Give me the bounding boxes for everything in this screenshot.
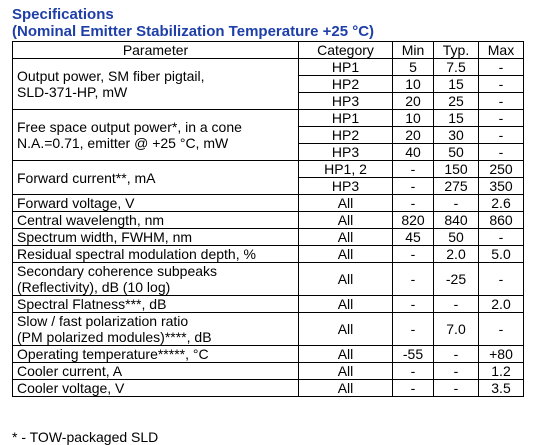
table-row <box>13 313 524 346</box>
typ-cell: 30 <box>434 127 479 144</box>
table-row <box>13 212 524 229</box>
typ-cell: 150 <box>434 161 479 178</box>
min-cell: - <box>393 161 434 178</box>
max-cell: - <box>479 127 524 144</box>
min-cell: - <box>393 380 434 397</box>
max-cell: 2.6 <box>479 195 524 212</box>
category-cell: All <box>299 263 393 296</box>
parameter-cell <box>13 229 299 246</box>
category-cell: All <box>299 346 393 363</box>
min-cell: - <box>393 195 434 212</box>
min-cell: 10 <box>393 76 434 93</box>
header-parameter: Parameter <box>13 42 299 59</box>
table-row <box>13 59 524 76</box>
table-row <box>13 110 524 127</box>
parameter-cell <box>13 195 299 212</box>
typ-cell: 2.0 <box>434 246 479 263</box>
category-cell: HP3 <box>299 178 393 195</box>
typ-cell: 275 <box>434 178 479 195</box>
parameter-cell <box>13 380 299 397</box>
parameter-line: Forward current**, mA <box>17 169 156 186</box>
category-cell: HP2 <box>299 127 393 144</box>
min-cell: - <box>393 296 434 313</box>
max-cell: - <box>479 144 524 161</box>
parameter-line: Cooler voltage, V <box>17 380 125 396</box>
category-cell: All <box>299 212 393 229</box>
header-min: Min <box>393 42 434 59</box>
typ-cell: 7.0 <box>434 313 479 346</box>
max-cell: 5.0 <box>479 246 524 263</box>
typ-cell: 840 <box>434 212 479 229</box>
typ-cell: -25 <box>434 263 479 296</box>
parameter-cell <box>13 59 299 110</box>
table-row <box>13 161 524 178</box>
parameter-cell <box>13 161 299 195</box>
category-cell: All <box>299 229 393 246</box>
parameter-line: Residual spectral modulation depth, % <box>17 246 256 262</box>
category-cell: HP3 <box>299 93 393 110</box>
table-row <box>13 229 524 246</box>
max-cell: 1.2 <box>479 363 524 380</box>
category-cell: All <box>299 246 393 263</box>
page-subtitle: (Nominal Emitter Stabilization Temperature +25 °C) <box>12 23 375 40</box>
parameter-line: (PM polarized modules)****, dB <box>17 329 212 345</box>
table-row <box>13 346 524 363</box>
parameter-line: Free space output power*, in a cone <box>17 119 242 135</box>
category-cell: All <box>299 363 393 380</box>
min-cell: 5 <box>393 59 434 76</box>
table-row <box>13 195 524 212</box>
typ-cell: 15 <box>434 110 479 127</box>
min-cell: - <box>393 178 434 195</box>
category-cell: All <box>299 195 393 212</box>
header-max: Max <box>479 42 524 59</box>
max-cell: 2.0 <box>479 296 524 313</box>
table-row <box>13 263 524 296</box>
specifications-table <box>12 41 524 397</box>
table-row <box>13 380 524 397</box>
min-cell: 45 <box>393 229 434 246</box>
parameter-line: Slow / fast polarization ratio <box>17 313 189 329</box>
typ-cell: 50 <box>434 229 479 246</box>
table-row <box>13 246 524 263</box>
header-typ: Typ. <box>434 42 479 59</box>
parameter-cell <box>13 363 299 380</box>
min-cell: 10 <box>393 110 434 127</box>
footnote: * - TOW-packaged SLD <box>12 429 159 445</box>
table-row <box>13 363 524 380</box>
category-cell: All <box>299 313 393 346</box>
min-cell: 40 <box>393 144 434 161</box>
min-cell: - <box>393 246 434 263</box>
header-category: Category <box>299 42 393 59</box>
max-cell: 3.5 <box>479 380 524 397</box>
parameter-line: Secondary coherence subpeaks <box>17 263 218 279</box>
max-cell: - <box>479 76 524 93</box>
parameter-line: SLD-371-HP, mW <box>17 84 128 100</box>
typ-cell: 25 <box>434 93 479 110</box>
category-cell: All <box>299 380 393 397</box>
typ-cell: - <box>434 346 479 363</box>
min-cell: 20 <box>393 93 434 110</box>
category-cell: HP2 <box>299 76 393 93</box>
max-cell: - <box>479 59 524 76</box>
max-cell: 250 <box>479 161 524 178</box>
max-cell: 350 <box>479 178 524 195</box>
typ-cell: - <box>434 380 479 397</box>
category-cell: HP1 <box>299 110 393 127</box>
parameter-cell <box>13 110 299 161</box>
table-body <box>13 59 524 397</box>
parameter-line: Operating temperature*****, °C <box>17 346 209 362</box>
typ-cell: - <box>434 195 479 212</box>
category-cell: All <box>299 296 393 313</box>
parameter-cell <box>13 246 299 263</box>
category-cell: HP1 <box>299 59 393 76</box>
parameter-cell <box>13 296 299 313</box>
max-cell: - <box>479 110 524 127</box>
max-cell: - <box>479 313 524 346</box>
max-cell: - <box>479 93 524 110</box>
category-cell: HP1, 2 <box>299 161 393 178</box>
typ-cell: 50 <box>434 144 479 161</box>
min-cell: 20 <box>393 127 434 144</box>
parameter-line: Output power, SM fiber pigtail, <box>17 68 205 84</box>
parameter-line: Central wavelength, nm <box>17 212 165 228</box>
parameter-line: Spectral Flatness***, dB <box>17 296 167 312</box>
parameter-line: (Reflectivity), dB (10 log) <box>17 279 171 295</box>
parameter-cell <box>13 313 299 346</box>
typ-cell: - <box>434 296 479 313</box>
page-title: Specifications <box>12 6 114 23</box>
parameter-line: Forward voltage, V <box>17 195 135 211</box>
parameter-line: N.A.=0.71, emitter @ +25 °C, mW <box>17 135 229 151</box>
min-cell: -55 <box>393 346 434 363</box>
table-row <box>13 296 524 313</box>
typ-cell: - <box>434 363 479 380</box>
parameter-cell <box>13 263 299 296</box>
typ-cell: 7.5 <box>434 59 479 76</box>
min-cell: - <box>393 313 434 346</box>
max-cell: - <box>479 263 524 296</box>
category-cell: HP3 <box>299 144 393 161</box>
parameter-line: Spectrum width, FWHM, nm <box>17 229 193 245</box>
typ-cell: 15 <box>434 76 479 93</box>
min-cell: - <box>393 363 434 380</box>
max-cell: +80 <box>479 346 524 363</box>
min-cell: - <box>393 263 434 296</box>
max-cell: - <box>479 229 524 246</box>
parameter-line: Cooler current, A <box>17 363 123 379</box>
max-cell: 860 <box>479 212 524 229</box>
table-header-row <box>13 42 524 59</box>
min-cell: 820 <box>393 212 434 229</box>
parameter-cell <box>13 346 299 363</box>
parameter-cell <box>13 212 299 229</box>
